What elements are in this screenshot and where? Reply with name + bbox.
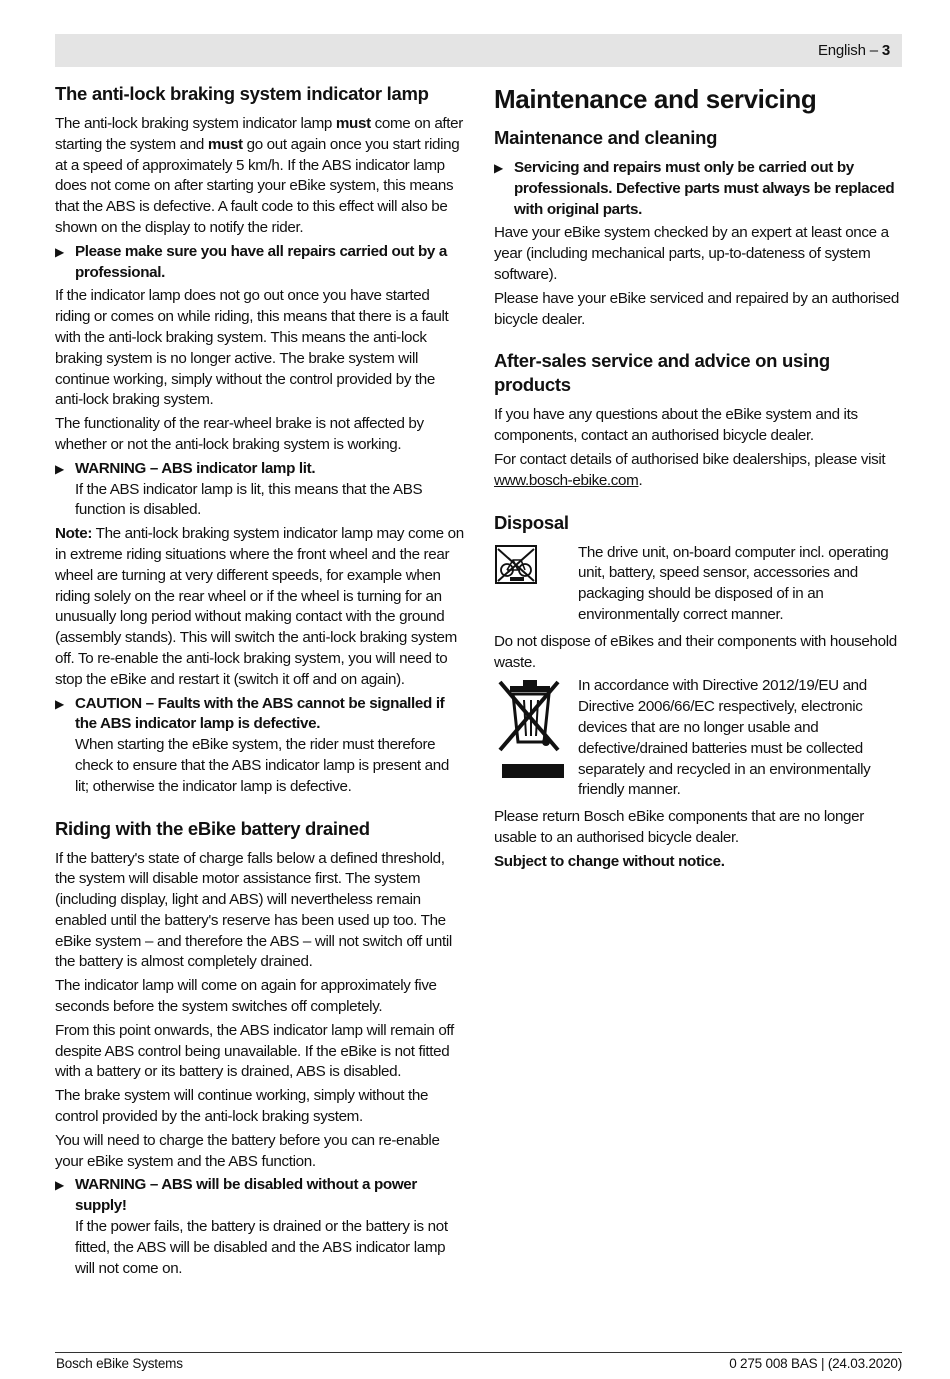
- bullet-title: WARNING – ABS indicator lamp lit.: [75, 459, 316, 477]
- paragraph: Have your eBike system checked by an expert at least once a year (including mechanical parts, up-to-dateness of system software).: [494, 224, 889, 283]
- bullet-title: WARNING – ABS will be disabled without a power supply!: [75, 1176, 417, 1215]
- bullet-text: If the power fails, the battery is drained or the battery is not fitted, the ABS will be disabled and the ABS indicator lamp will not come on.: [75, 1218, 448, 1277]
- footer-document-id: 0 275 008 BAS | (24.03.2020): [729, 1356, 902, 1371]
- paragraph: You will need to charge the battery before you can re-enable your eBike system and the ABS function.: [55, 1131, 440, 1170]
- paragraph: If you have any questions about the eBike system and its components, contact an authorised bicycle dealer.: [494, 406, 858, 445]
- text-span: .: [638, 471, 643, 489]
- emphasis: must: [207, 135, 243, 153]
- arrow-icon: ▶: [55, 244, 64, 259]
- paragraph: Do not dispose of eBikes and their components with household waste.: [494, 632, 897, 671]
- warning-bullet: [55, 459, 465, 521]
- section-heading-maintenance: Maintenance and cleaning: [494, 127, 718, 148]
- bullet-title: CAUTION – Faults with the ABS cannot be signalled if the ABS indicator lamp is defective.: [75, 694, 445, 733]
- text-span: For contact details of authorised bike dealerships, please visit: [494, 450, 886, 468]
- spacer: [494, 333, 904, 349]
- text-span: go out again once you start riding at a speed of approximately 5 km/h. If the ABS indicator lamp does not come on after starting your eBike system, this means that the ABS is defective. A fault code to this effect will also be shown on the display to notify the rider.: [55, 135, 460, 236]
- spacer: [55, 801, 465, 817]
- footer-company: Bosch eBike Systems: [56, 1356, 183, 1371]
- bullet-text: When starting the eBike system, the rider must therefore check to ensure that the ABS indicator lamp is present and lit; otherwise the indicator lamp is defective.: [75, 736, 449, 795]
- note-text: The anti-lock braking system indicator lamp may come on in extreme riding situations where the front wheel and the rear wheel are turning at very different speeds, for example when riding solely on the rear wheel or if the wheel is turning for an unusually long period without making contact with the ground (assembly stands). This will switch the anti-lock braking system off. To re-enable the anti-lock braking system, you will need to stop the eBike and restart it (switch it off and on again).: [55, 525, 464, 688]
- bullet-title: Please make sure you have all repairs carried out by a professional.: [75, 242, 447, 281]
- section-heading-disposal: Disposal: [494, 511, 569, 533]
- spacer: [494, 495, 904, 511]
- paragraph: The functionality of the rear-wheel brake is not affected by whether or not the anti-lock braking system is working.: [55, 415, 424, 453]
- paragraph: From this point onwards, the ABS indicator lamp will remain off despite ABS control being unavailable. If the eBike is not fitted with a battery or its battery is drained, ABS is disabled.: [55, 1021, 454, 1081]
- section-heading-battery-drained: Riding with the eBike battery drained: [55, 817, 370, 839]
- note-label: Note:: [55, 525, 93, 543]
- warning-bullet: [55, 1175, 465, 1279]
- paragraph: If the indicator lamp does not go out once you have started riding or comes on while riding, this means that there is a fault with the anti-lock braking system. This means the anti-lock braking system is no longer active. The brake system will continue working, simply without the control provided by the anti-lock braking system.: [55, 287, 449, 409]
- safety-bullet: [55, 242, 465, 284]
- text-span: come on after starting the system and: [55, 115, 463, 153]
- bullet-title: Servicing and repairs must only be carried out by professionals. Defective parts must always be replaced with original parts.: [514, 159, 895, 218]
- emphasis: must: [335, 115, 371, 132]
- paragraph: If the battery's state of charge falls below a defined threshold, the system will disable motor assistance first. The system (including display, light and ABS) will nevertheless remain enabled until the battery's reserve has been used up too. The eBike system – and therefore the ABS – will not switch off until the battery is almost completely drained.: [55, 849, 452, 971]
- caution-bullet: [55, 694, 465, 798]
- crossed-out-wheelie-bin-icon: [494, 676, 578, 804]
- paragraph: [494, 450, 904, 492]
- right-column: [494, 82, 904, 876]
- disposal-row: [494, 543, 904, 629]
- arrow-icon: ▶: [55, 461, 64, 476]
- paragraph: In accordance with Directive 2012/19/EU and Directive 2006/66/EC respectively, electronic devices that are no longer usable and defective/drained batteries must be collected separately and recycled in an environmentally friendly manner.: [578, 677, 871, 799]
- bullet-text: If the ABS indicator lamp is lit, this means that the ABS function is disabled.: [75, 480, 423, 519]
- header-page-number: 3: [881, 42, 890, 59]
- safety-bullet: [494, 158, 904, 220]
- left-column: [55, 82, 465, 1282]
- section-heading-after-sales: After-sales service and advice on using products: [494, 350, 830, 396]
- footer-divider: [55, 1352, 902, 1353]
- text-span: The anti-lock braking system indicator lamp: [55, 115, 336, 132]
- main-heading: Maintenance and servicing: [494, 84, 817, 114]
- weee-row: [494, 676, 904, 804]
- header-language: English –: [817, 42, 878, 59]
- paragraph: Please return Bosch eBike components that are no longer usable to an authorised bicycle dealer.: [494, 808, 864, 846]
- paragraph: Please have your eBike serviced and repaired by an authorised bicycle dealer.: [494, 289, 900, 328]
- closing-note: Subject to change without notice.: [494, 852, 725, 870]
- bosch-ebike-link[interactable]: www.bosch-ebike.com: [494, 471, 639, 489]
- arrow-icon: ▶: [55, 1178, 64, 1193]
- page-header: [55, 34, 902, 67]
- header-page-label: [818, 42, 890, 59]
- arrow-icon: ▶: [494, 161, 503, 175]
- paragraph: The drive unit, on-board computer incl. operating unit, battery, speed sensor, accessories and packaging should be disposed of in an environmentally correct manner.: [578, 543, 889, 623]
- arrow-icon: ▶: [55, 696, 64, 711]
- paragraph: [55, 114, 465, 239]
- section-heading-abs-lamp: The anti-lock braking system indicator lamp: [55, 83, 429, 104]
- paragraph: The brake system will continue working, simply without the control provided by the anti-lock braking system.: [55, 1087, 429, 1126]
- note-paragraph: [55, 524, 465, 690]
- paragraph: The indicator lamp will come on again for approximately five seconds before the system switches off completely.: [55, 977, 437, 1016]
- no-bike-in-trash-icon: [494, 543, 578, 629]
